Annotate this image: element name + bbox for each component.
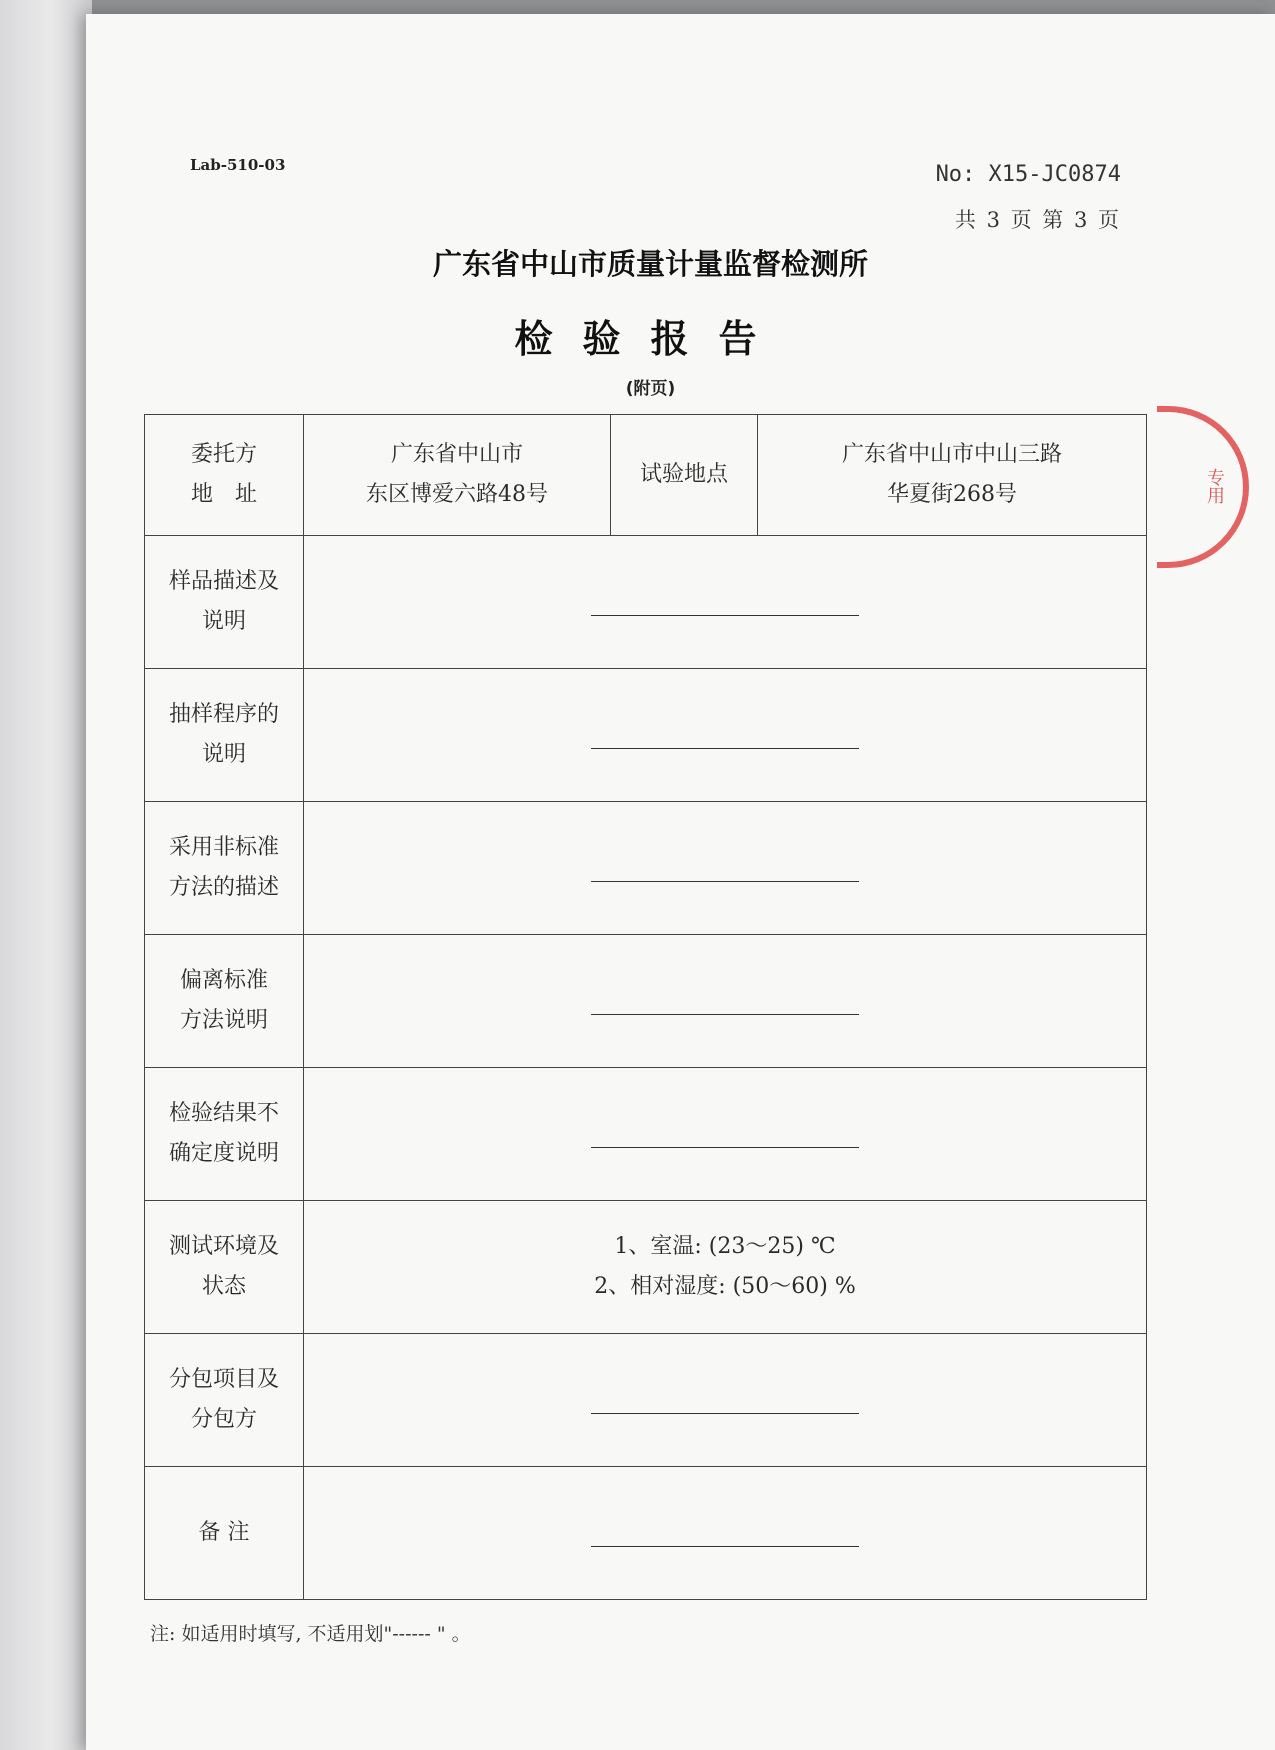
environment-conditions (304, 1201, 1147, 1334)
table-row (145, 935, 1147, 1068)
page-count: 共 3 页 第 3 页 (954, 208, 1121, 232)
institute-name: 广东省中山市质量计量监督检测所 (432, 247, 868, 281)
row-label: 检验结果不 确定度说明 (145, 1068, 304, 1201)
table-row-environment (145, 1201, 1147, 1334)
stamp-text: 专用 (1204, 468, 1225, 504)
blank-line (591, 1014, 859, 1015)
row-label: 偏离标准 方法说明 (145, 935, 304, 1068)
row-value-not-applicable (304, 935, 1147, 1068)
blank-line (591, 1413, 859, 1414)
table-row (145, 669, 1147, 802)
table-row (145, 1334, 1147, 1467)
row-value-not-applicable (304, 669, 1147, 802)
report-subtitle: (附页) (625, 379, 676, 399)
blank-line (591, 748, 859, 749)
row-value-not-applicable (304, 1334, 1147, 1467)
row-label: 样品描述及 说明 (145, 536, 304, 669)
document-number: No: X15-JC0874 (935, 162, 1121, 187)
client-address-label: 委托方 地 址 (145, 415, 304, 536)
row-value-not-applicable (304, 1068, 1147, 1201)
test-location-value: 广东省中山市中山三路 华夏街268号 (758, 415, 1147, 536)
row-value-not-applicable (304, 536, 1147, 669)
row-label: 抽样程序的 说明 (145, 669, 304, 802)
table-row (145, 802, 1147, 935)
row-value-not-applicable (304, 802, 1147, 935)
table-row (145, 1068, 1147, 1201)
test-location-label: 试验地点 (611, 415, 758, 536)
report-table (144, 414, 1147, 1600)
blank-line (591, 1147, 859, 1148)
table-row-address (145, 415, 1147, 536)
row-value-not-applicable (304, 1467, 1147, 1600)
row-label: 采用非标准 方法的描述 (145, 802, 304, 935)
footnote: 注: 如适用时填写, 不适用划"------ " 。 (150, 1623, 471, 1645)
blank-line (591, 1546, 859, 1547)
row-label: 测试环境及 状态 (145, 1201, 304, 1334)
row-label: 备 注 (145, 1467, 304, 1600)
red-seal-stamp (1157, 406, 1249, 568)
table-row (145, 1467, 1147, 1600)
row-label: 分包项目及 分包方 (145, 1334, 304, 1467)
blank-line (591, 615, 859, 616)
room-temperature: 1、室温: (23～25) ℃ (614, 1234, 836, 1259)
relative-humidity: 2、相对湿度: (50～60) % (594, 1274, 856, 1299)
client-address-value: 广东省中山市 东区博爱六路48号 (304, 415, 611, 536)
report-title: 检验报告 (514, 317, 787, 361)
table-row (145, 536, 1147, 669)
document-code: Lab-510-03 (190, 156, 286, 174)
blank-line (591, 881, 859, 882)
previous-page-edge (0, 0, 92, 1750)
report-page (86, 14, 1275, 1750)
